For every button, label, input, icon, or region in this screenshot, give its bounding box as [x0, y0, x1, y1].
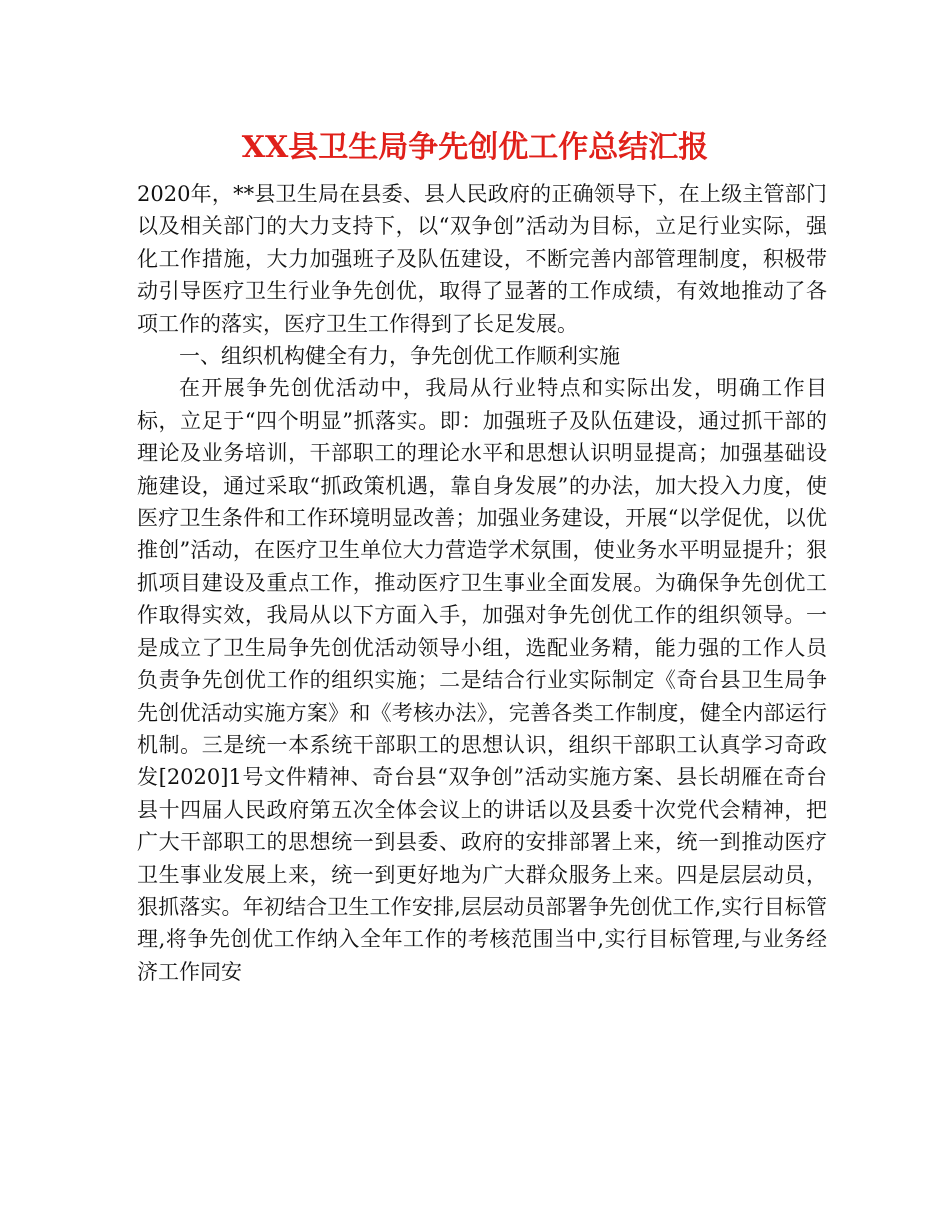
document-title: XX县卫生局争先创优工作总结汇报: [241, 130, 709, 165]
intro-paragraph: 2020年，**县卫生局在县委、县人民政府的正确领导下，在上级主管部门以及相关部门的大力支持下，以“双争创”活动为目标，立足行业实际，强化工作措施，大力加强班子及队伍建设，不断完善内部管理制度，积极带动引导医疗卫生行业争先创优，取得了显著的工作成绩，有效地推动了各项工作的落实，医疗卫生工作得到了长足发展。: [137, 182, 827, 336]
body-paragraph: 在开展争先创优活动中，我局从行业特点和实际出发，明确工作目标，立足于“四个明显”抓落实。即：加强班子及队伍建设，通过抓干部的理论及业务培训，干部职工的理论水平和思想认识明显提高；加强基础设施建设，通过采取“抓政策机遇，靠自身发展”的办法，加大投入力度，使医疗卫生条件和工作环境明显改善；加强业务建设，开展“以学促优，以优推创”活动，在医疗卫生单位大力营造学术氛围，使业务水平明显提升；狠抓项目建设及重点工作，推动医疗卫生事业全面发展。为确保争先创优工作取得实效，我局从以下方面入手，加强对争先创优工作的组织领导。一是成立了卫生局争先创优活动领导小组，选配业务精，能力强的工作人员负责争先创优工作的组织实施；二是结合行业实际制定《奇台县卫生局争先创优活动实施方案》和《考核办法》，完善各类工作制度，健全内部运行机制。三是统一本系统干部职工的思想认识，组织干部职工认真学习奇政发[2020]1号文件精神、奇台县“双争创”活动实施方案、县长胡雁在奇台县十四届人民政府第五次全体会议上的讲话以及县委十次党代会精神，把广大干部职工的思想统一到县委、政府的安排部署上来，统一到推动医疗卫生事业发展上来，统一到更好地为广大群众服务上来。四是层层动员，狠抓落实。年初结合卫生工作安排,层层动员部署争先创优工作,实行目标管理,将争先创优工作纳入全年工作的考核范围当中,实行目标管理,与业务经济工作同安: [137, 376, 827, 984]
document-body: [137, 178, 827, 988]
section-heading: 一、组织机构健全有力，争先创优工作顺利实施: [179, 344, 620, 369]
